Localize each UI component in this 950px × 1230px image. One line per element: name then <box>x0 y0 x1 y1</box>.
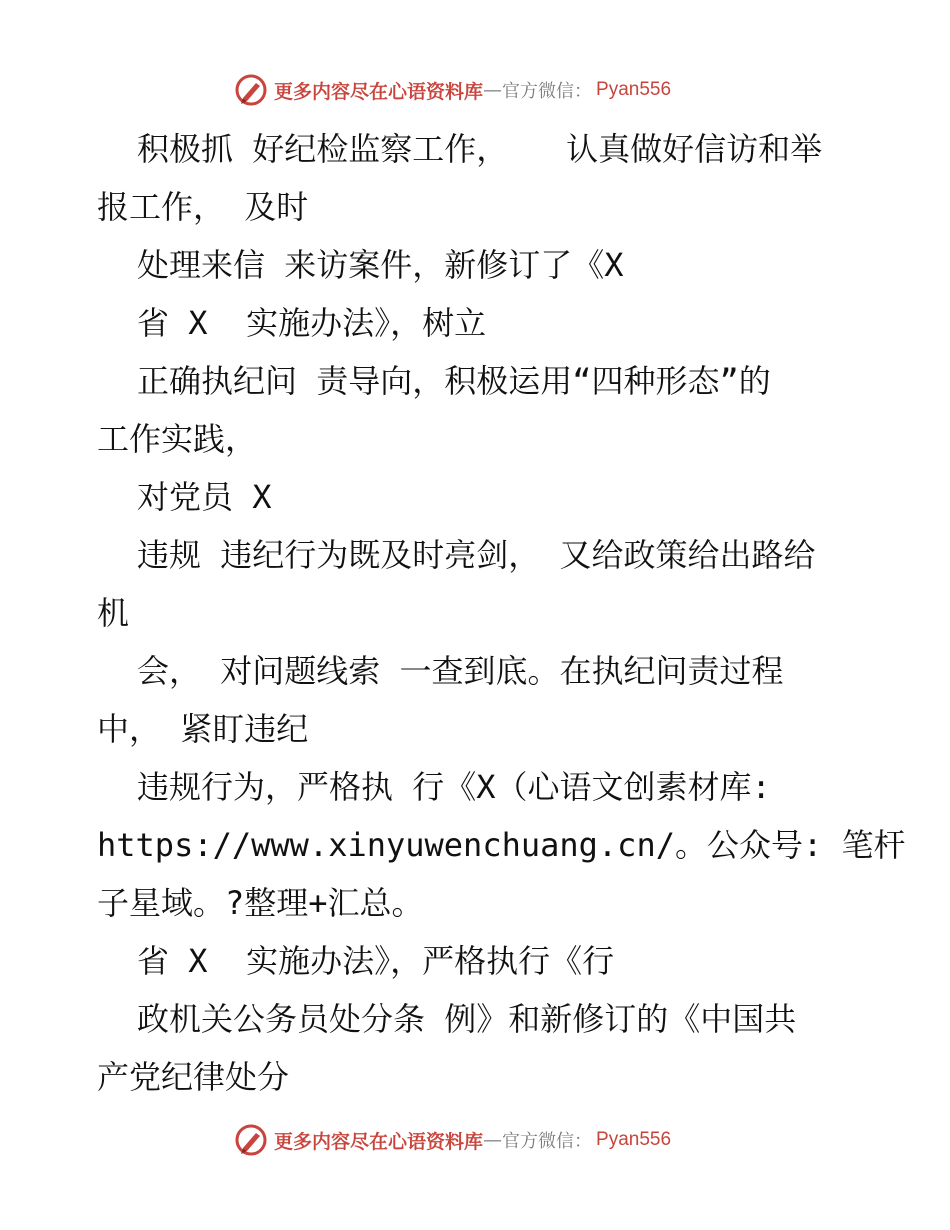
header-banner <box>0 72 950 108</box>
text-line: 工作实践， <box>97 420 258 458</box>
text-line: 报工作， 及时 <box>97 188 309 226</box>
text-line: 中， 紧盯违纪 <box>97 710 309 748</box>
body-text <box>97 120 906 1106</box>
header-wechat-id: Pyan556 <box>596 79 672 100</box>
text-line: 积极抓 好纪检监察工作， 认真做好信访和举 <box>137 130 823 168</box>
text-line: 产党纪律处分 <box>97 1058 290 1096</box>
footer-wechat-label: 官方微信： <box>502 1131 593 1152</box>
text-line: 对党员 X <box>137 478 272 516</box>
text-line: 正确执纪问 责导向，积极运用“四种形态”的 <box>137 362 771 400</box>
header-dash: — <box>483 79 503 101</box>
text-line: 处理来信 来访案件，新修订了《X <box>137 246 624 284</box>
pen-logo-icon <box>234 73 268 107</box>
footer-title: 更多内容尽在心语资料库 <box>274 1130 484 1153</box>
footer-dash: — <box>483 1129 503 1151</box>
text-line: 违规 违纪行为既及时亮剑， 又给政策给出路给 <box>137 536 816 574</box>
footer-banner-content <box>234 1122 671 1158</box>
footer-banner <box>0 1122 950 1158</box>
footer-wechat-id: Pyan556 <box>596 1129 672 1150</box>
pen-logo-icon <box>234 1123 268 1157</box>
text-line: 省 X 实施办法》，树立 <box>137 304 487 342</box>
text-line: 机 <box>97 594 130 632</box>
header-title: 更多内容尽在心语资料库 <box>274 80 484 103</box>
text-line: 省 X 实施办法》，严格执行《行 <box>137 942 615 980</box>
text-line: 政机关公务员处分条 例》和新修订的《中国共 <box>137 1000 797 1038</box>
header-wechat-label: 官方微信： <box>502 81 593 102</box>
text-line-url: https://www.xinyuwenchuang.cn/。公众号: 笔杆 <box>97 826 906 864</box>
text-line: 违规行为，严格执 行《X（心语文创素材库: <box>137 768 771 806</box>
header-banner-content <box>234 72 671 108</box>
text-line: 子星域。?整理+汇总。 <box>97 884 424 922</box>
text-line: 会， 对问题线索 一查到底。在执纪问责过程 <box>137 652 784 690</box>
